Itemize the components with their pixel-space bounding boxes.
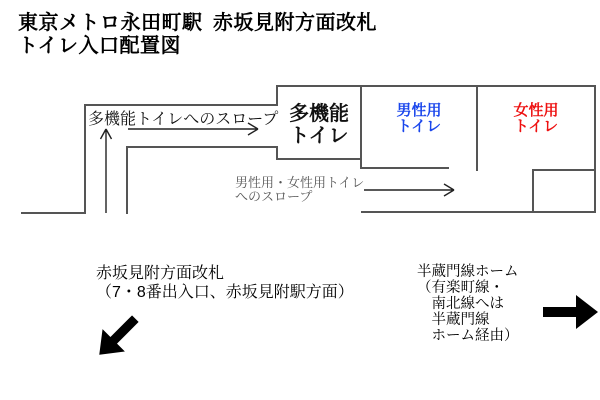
womens-toilet-room-label — [476, 103, 596, 135]
multifunction-label-line2: トイレ — [289, 125, 349, 147]
slope-to-multifunction-label: 多機能トイレへのスロープ — [88, 111, 279, 128]
right-arrow-men-women-icon — [362, 183, 456, 197]
wall-left-outer — [84, 104, 86, 214]
page-title — [18, 12, 377, 58]
platform-label-line3: 南北線へは — [417, 296, 504, 312]
right-arrow-multifunction-icon — [126, 122, 260, 136]
big-arrow-right-icon — [543, 292, 599, 332]
wall-inner-box-top — [532, 169, 595, 171]
multifunction-toilet-room-label — [276, 103, 362, 147]
wall-inner-box-left — [532, 169, 534, 212]
up-arrow-icon — [99, 125, 113, 215]
akasaka-mitsuke-gate-label — [96, 264, 354, 302]
wall-top — [276, 85, 596, 87]
big-arrow-down-left-icon — [85, 305, 149, 369]
womens-label-line2: トイレ — [513, 118, 559, 135]
platform-label-line1: 半蔵門線ホーム — [417, 264, 519, 280]
gate-label-line2: （7・8番出入口、赤坂見附駅方面） — [96, 284, 354, 301]
wall-corridor-inner — [126, 146, 128, 214]
wall-left-bottom — [21, 212, 85, 214]
slope-to-men-women-label — [235, 176, 364, 204]
mens-label-line2: トイレ — [396, 118, 442, 135]
wall-bottom — [361, 211, 596, 213]
wall-corridor-bottom — [126, 146, 278, 148]
platform-label-line5: ホーム経由） — [417, 328, 519, 344]
mens-label-line1: 男性用 — [396, 102, 442, 119]
wall-multifunction-bottom — [276, 158, 362, 160]
page-title-line1: 東京メトロ永田町駅 赤坂見附方面改札 — [18, 12, 377, 34]
multifunction-label-line1: 多機能 — [289, 103, 349, 125]
gate-label-line1: 赤坂見附方面改札 — [96, 265, 225, 282]
slope2-line2: へのスロープ — [235, 189, 313, 204]
wall-men-room-bottom — [360, 167, 449, 169]
platform-label-line2: （有楽町線・ — [417, 280, 504, 296]
hanzomon-platform-label — [417, 264, 519, 344]
slope2-line1: 男性用・女性用トイレ — [235, 175, 365, 190]
page-title-line2: トイレ入口配置図 — [18, 35, 181, 57]
platform-label-line4: 半蔵門線 — [417, 312, 490, 328]
womens-label-line1: 女性用 — [513, 102, 559, 119]
mens-toilet-room-label — [360, 103, 478, 135]
